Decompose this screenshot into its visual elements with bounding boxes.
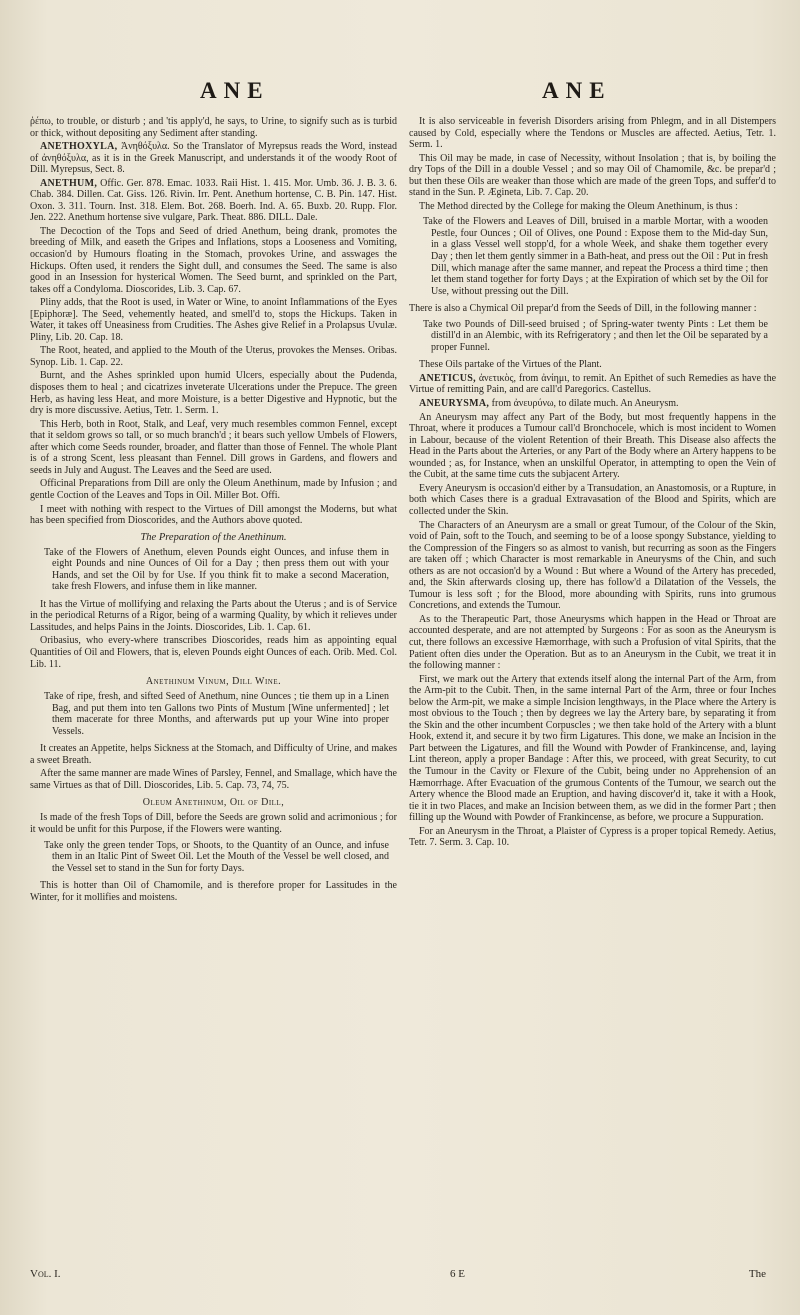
paragraph-text: After the same manner are made Wines of Parsley, Fennel, and Smallage, which have the same Virtues as that of Dill. Dioscorides, Lib. 5. Cap. 73, 74, 75.	[30, 768, 397, 791]
running-heads	[30, 78, 776, 110]
subsection-heading: Oleum Anethinum, Oil of Dill,	[142, 797, 285, 809]
paragraph-text: This Oil may be made, in case of Necessity, without Insolation ; that is, by boiling the dry Tops of the Dill in a double Vessel ; and so may Oil of Chamomile, &c. be prepar'd ; but then these Oils are weaker than those which are made of the green Tops, and suffer'd to stand in the Sun. P. Ægineta, Lib. 7. Cap. 20.	[409, 152, 776, 199]
paragraph-text: I meet with nothing with respect to the Virtues of Dill amongst the Moderns, but what has been specified from Dioscorides, and the Authors above quoted.	[30, 503, 397, 527]
paragraph-text: This is hotter than Oil of Chamomile, and is therefore proper for Lassitudes in the Winter, for it mollifies and moistens.	[30, 880, 397, 903]
paragraph-text: The Root, heated, and applied to the Mouth of the Uterus, provokes the Menses. Oribas. Synop. Lib. 1. Cap. 22.	[30, 345, 397, 368]
paragraph-text: The Method directed by the College for making the Oleum Anethinum, is thus :	[419, 200, 738, 212]
paragraph-text: There is also a Chymical Oil prepar'd from the Seeds of Dill, in the following manner :	[409, 303, 757, 315]
paragraph	[409, 614, 776, 672]
signature-mark: 6 E	[450, 1268, 465, 1280]
entry-headword: ANETHUM,	[40, 177, 98, 189]
paragraph-text: ἀνετικὸς, from ἀνίημι, to remit. An Epithet of such Remedies as have the Virtue of remitting Pain, and are call'd Paregorics. Castellus.	[409, 372, 776, 396]
paragraph	[30, 370, 397, 416]
dictionary-entry	[409, 398, 776, 410]
paragraph-text: from ἀνευρύνω, to dilate much. An Aneurysm.	[491, 398, 679, 410]
paragraph-text: For an Aneurysm in the Throat, a Plaister of Cypress is a proper topical Remedy. Aetius, Tetr. 7. Serm. 3. Cap. 10.	[409, 825, 776, 849]
recipe-text: Take of the Flowers and Leaves of Dill, bruised in a marble Mortar, with a wooden Pestle, four Ounces ; Oil of Olives, one Pound : Expose them to the Mid-day Sun, in a glass Vessel well stopp'd, for a whole Week, and shake them together every Day ; then let them gently simmer in a Bath-heat, and press out the Oil : Put in fresh Dill, which manage after the same manner, and repeat the Process a third time ; then let them stand together for forty Days ; at the Expiration of which set by the Oil for Use, without pressing out the Dill.	[423, 216, 768, 297]
page-footer	[30, 1268, 776, 1288]
paragraph-text: Oribasius, who every-where transcribes Dioscorides, reads him as appointing equal Quantities of Oil and Flowers, that is, eleven Pounds eight Ounces of each. Orib. Med. Col. Lib. 11.	[30, 635, 397, 670]
recipe-text: Take only the green tender Tops, or Shoots, to the Quantity of an Ounce, and infuse them in an Italic Pint of Sweet Oil. Let the Mouth of the Vessel be well closed, and the Vessel set to stand in the Sun for forty Days.	[44, 839, 389, 874]
paragraph	[30, 478, 397, 501]
paragraph-text: Is made of the fresh Tops of Dill, before the Seeds are grown solid and acrimonious ; for it would be unfit for this Purpose, if the Flowers were wanting.	[30, 812, 397, 835]
paragraph	[30, 297, 397, 343]
paragraph	[30, 599, 397, 634]
paragraph	[30, 635, 397, 670]
paragraph-text: It creates an Appetite, helps Sickness at the Stomach, and Difficulty of Urine, and makes a sweet Breath.	[30, 743, 397, 766]
paragraph-text: Every Aneurysm is occasion'd either by a Transudation, an Anastomosis, or a Rupture, in both which Cases there is a gradual Extravasation of the Blood and Spirits, which are collected under the Skin.	[409, 482, 776, 517]
paragraph	[409, 826, 776, 849]
recipe-block	[423, 319, 768, 354]
entry-headword: ANEURYSMA,	[419, 398, 490, 410]
paragraph	[409, 483, 776, 518]
recipe-text: Take two Pounds of Dill-seed bruised ; of Spring-water twenty Pints : Let them be distill'd in an Alembic, with its Refrigeratory ; and then let the Oil be separated by a proper Funnel.	[423, 318, 768, 353]
paragraph	[409, 520, 776, 612]
paragraph	[30, 116, 397, 139]
paragraph	[30, 812, 397, 835]
recipe-text: Take of the Flowers of Anethum, eleven Pounds eight Ounces, and infuse them in eight Pounds and nine Ounces of Oil for a Day ; then press them out with your Hands, and set the Oil by for Use. If you think fit to make a second Maceration, take fresh Flowers, and infuse them in like manner.	[44, 546, 389, 593]
recipe-block	[44, 840, 389, 875]
paragraph-text: An Aneurysm may affect any Part of the Body, but most frequently happens in the Throat, where it produces a Tumour call'd Bronchocele, which is most incident to Women in Labour, because of the violent Retention of their Breath. This Disease also affects the Head in the Parts about the Arteries, or any Part of the Body where an Artery happens to be wounded ; as, for Instance, when an unskilful Operator, in attempting to open the Vein of the Cubit, at the same time cuts the subjacent Artery.	[409, 411, 776, 481]
paragraph	[409, 303, 776, 315]
paragraph-text: It has the Virtue of mollifying and relaxing the Parts about the Uterus ; and is of Service in the periodical Returns of a Rigor, being of a warming Quality, by which it relieves under Lassitudes, and helps Pains in the Joints. Dioscorides, Lib. 1. Cap. 61.	[30, 598, 397, 633]
left-column	[30, 116, 397, 1266]
paragraph-text: ῥέπω, to trouble, or disturb ; and 'tis apply'd, he says, to Urine, to signify such as is turbid or thick, without depositing any Sediment after standing.	[30, 116, 397, 139]
paragraph-text: The Decoction of the Tops and Seed of dried Anethum, being drank, promotes the breeding of Milk, and easeth the Gripes and Inflations, stops a Looseness and Vomiting, occasion'd by Humours floating in the Stomach, provokes Urine, and asswages the Hickups. Often used, it renders the Sight dull, and consumes the Seed. The same is also good in an Insession for hysterical Women. The Seed burnt, and sprinkled on the Part, takes off a Condyloma. Dioscorides, Lib. 3. Cap. 67.	[30, 225, 397, 295]
paragraph	[409, 412, 776, 481]
entry-headword: ANETICUS,	[419, 372, 476, 384]
dictionary-entry	[30, 178, 397, 224]
right-running-head: ANE	[542, 78, 612, 103]
dictionary-entry	[409, 373, 776, 396]
paragraph	[409, 674, 776, 824]
text-columns	[30, 116, 776, 1266]
paragraph-text: The Characters of an Aneurysm are a small or great Tumour, of the Colour of the Skin, void of Pain, soft to the Touch, and seeming to be of a loose spongy Substance, yielding to the Compression of the Fingers so as almost to vanish, but recurring as soon as the Fingers are taken off ; which Character is most remarkable in Aneurysms of the Chin, and such others as are not occasion'd by a Wound : But where a Wound of the Artery has preceded, and, the Skin afterwards closing up, there has follow'd a Dilatation of the Vessels, the Tumour is less soft ; for the Blood, more abounding with Spirits, runs into grumous Concretions, and extends the Tumour.	[409, 519, 776, 612]
paragraph-text: This Herb, both in Root, Stalk, and Leaf, very much resembles common Fennel, except that it seldom grows so tall, or so much branch'd ; it bears such yellow Umbels of Flowers, after which come Seeds rounder, broader, and flatter than those of Fennel. The whole Plant is of a strong Scent, less pleasant than Fennel. Dill grows in Gardens, and flowers and seeds in July and August. The Leaves and the Seed are used.	[30, 418, 397, 476]
paragraph	[30, 768, 397, 791]
paragraph-text: As to the Therapeutic Part, those Aneurysms which happen in the Head or Throat are accounted desperate, and are not attempted by Surgeons : For as soon as the Aneurysm is cut, there follows an excessive Hæmorrhage, with such a Profusion of vital Spirits, that the Patient often dies under the Operation. But as to an Aneurysm in the Cubit, we treat it in the following manner :	[409, 613, 776, 672]
paragraph	[30, 880, 397, 903]
paragraph-text: Pliny adds, that the Root is used, in Water or Wine, to anoint Inflammations of the Eyes [Epiphoræ]. The Seed, vehemently heated, and smell'd to, stops the Hickups. Taken in Water, it takes off Uneasiness from Crudities. The Ashes give Relief in a Prolapsus Uvulæ. Pliny, Lib. 20. Cap. 18.	[30, 297, 397, 343]
paragraph-text: First, we mark out the Artery that extends itself along the internal Part of the Arm, from the Arm-pit to the Cubit. Then, in the same internal Part of the Arm, three or four Inches below the Arm-pit, we make a simple Incision lengthways, in the Place where the Artery is most obvious to the Touch ; then by degrees we lay the Artery bare, by separating it from the Skin and the other incumbent Corpuscles ; we then take hold of the Artery with a blunt Hook, extend it, and secure it by two firm Ligatures. This done, we make an Incision in the Part between the Ligatures, and fill the Wound with Powder of Frankincense, and, laying Lint thereon, apply a proper Bandage : After this, we proceed, with great Security, to cut the Tumour in the Cavity or Flexure of the Cubit, being under no Apprehension of an Hæmorrhage. After Evacuation of the grumous Contents of the Tumour, we search out the Artery whence the Blood made an Eruption, and having discover'd it, take it with a Hook, tie it in two Places, and make an Incision between them, as we did in the former Part ; then filling up the Wound with Powder of Frankincense, as before, we procure a Suppuration.	[409, 673, 776, 824]
recipe-text: Take of ripe, fresh, and sifted Seed of Anethum, nine Ounces ; tie them up in a Linen Bag, and put them into ten Gallons two Pints of Mustum [Wine unfermented] ; let them macerate for three Months, and afterwards put up your Wine into proper Vessels.	[44, 691, 389, 737]
entry-headword: ANETHOXYLA,	[40, 141, 118, 153]
paragraph-text: It is also serviceable in feverish Disorders arising from Phlegm, and in all Distempers caused by Cold, especially where the Tendons or Muscles are affected. Aetius, Tetr. 1. Serm. 1.	[409, 116, 776, 151]
left-running-head: ANE	[200, 78, 270, 103]
paragraph-text: Officinal Preparations from Dill are only the Oleum Anethinum, made by Infusion ; and gentle Coction of the Leaves and Tops in Oil. Miller Bot. Offi.	[30, 478, 397, 501]
subsection-heading: Anethinum Vinum, Dill Wine.	[145, 676, 282, 688]
paragraph	[409, 201, 776, 213]
paragraph-text: Offic. Ger. 878. Emac. 1033. Raii Hist. 1. 415. Mor. Umb. 36. J. B. 3. 6. Chab. 384. Dillen. Cat. Giss. 126. Rivin. Irr. Pent. Anethum hortense, C. B. Pin. 147. Hist. Oxon. 3. 311. Tourn. Inst. 318. Elem. Bot. 268. Boerh. Ind. A. 65. Buxb. 20. Rupp. Flor. Jen. 222. Anethum hortense sive vulgare, Park. Theat. 886. DILL. Dale.	[30, 177, 397, 224]
paragraph-text: Burnt, and the Ashes sprinkled upon humid Ulcers, especially about the Pudenda, disposes them to heal ; and cicatrizes inveterate Ulcerations under the Prepuce. The green Herb, as having less Heat, and more Moisture, is a better Digestive and Hypnotic, but the dry is more discussive. Aetius, Tetr. 1. Serm. 1.	[30, 370, 397, 417]
right-column	[409, 116, 776, 1266]
section-heading: The Preparation of the Anethinum.	[140, 531, 287, 543]
paragraph	[30, 743, 397, 766]
paragraph	[30, 345, 397, 368]
catchword: The	[748, 1268, 766, 1280]
paragraph	[409, 359, 776, 371]
recipe-block	[44, 691, 389, 737]
paragraph	[409, 116, 776, 151]
paragraph-text: Ἀνηθόξυλα. So the Translator of Myrepsus reads the Word, instead of ἀνηθόξυλα, as it is in the Greek Manuscript, and understands it of the woody Root of Dill. Myrepsus, Sect. 8.	[30, 141, 397, 176]
recipe-block	[423, 216, 768, 297]
volume-number: Vol. I.	[30, 1268, 61, 1280]
paragraph	[409, 153, 776, 199]
dictionary-entry	[30, 141, 397, 176]
paragraph	[30, 419, 397, 477]
recipe-block	[44, 547, 389, 593]
paragraph	[30, 504, 397, 527]
paragraph	[30, 226, 397, 295]
paragraph-text: These Oils partake of the Virtues of the Plant.	[419, 359, 602, 371]
